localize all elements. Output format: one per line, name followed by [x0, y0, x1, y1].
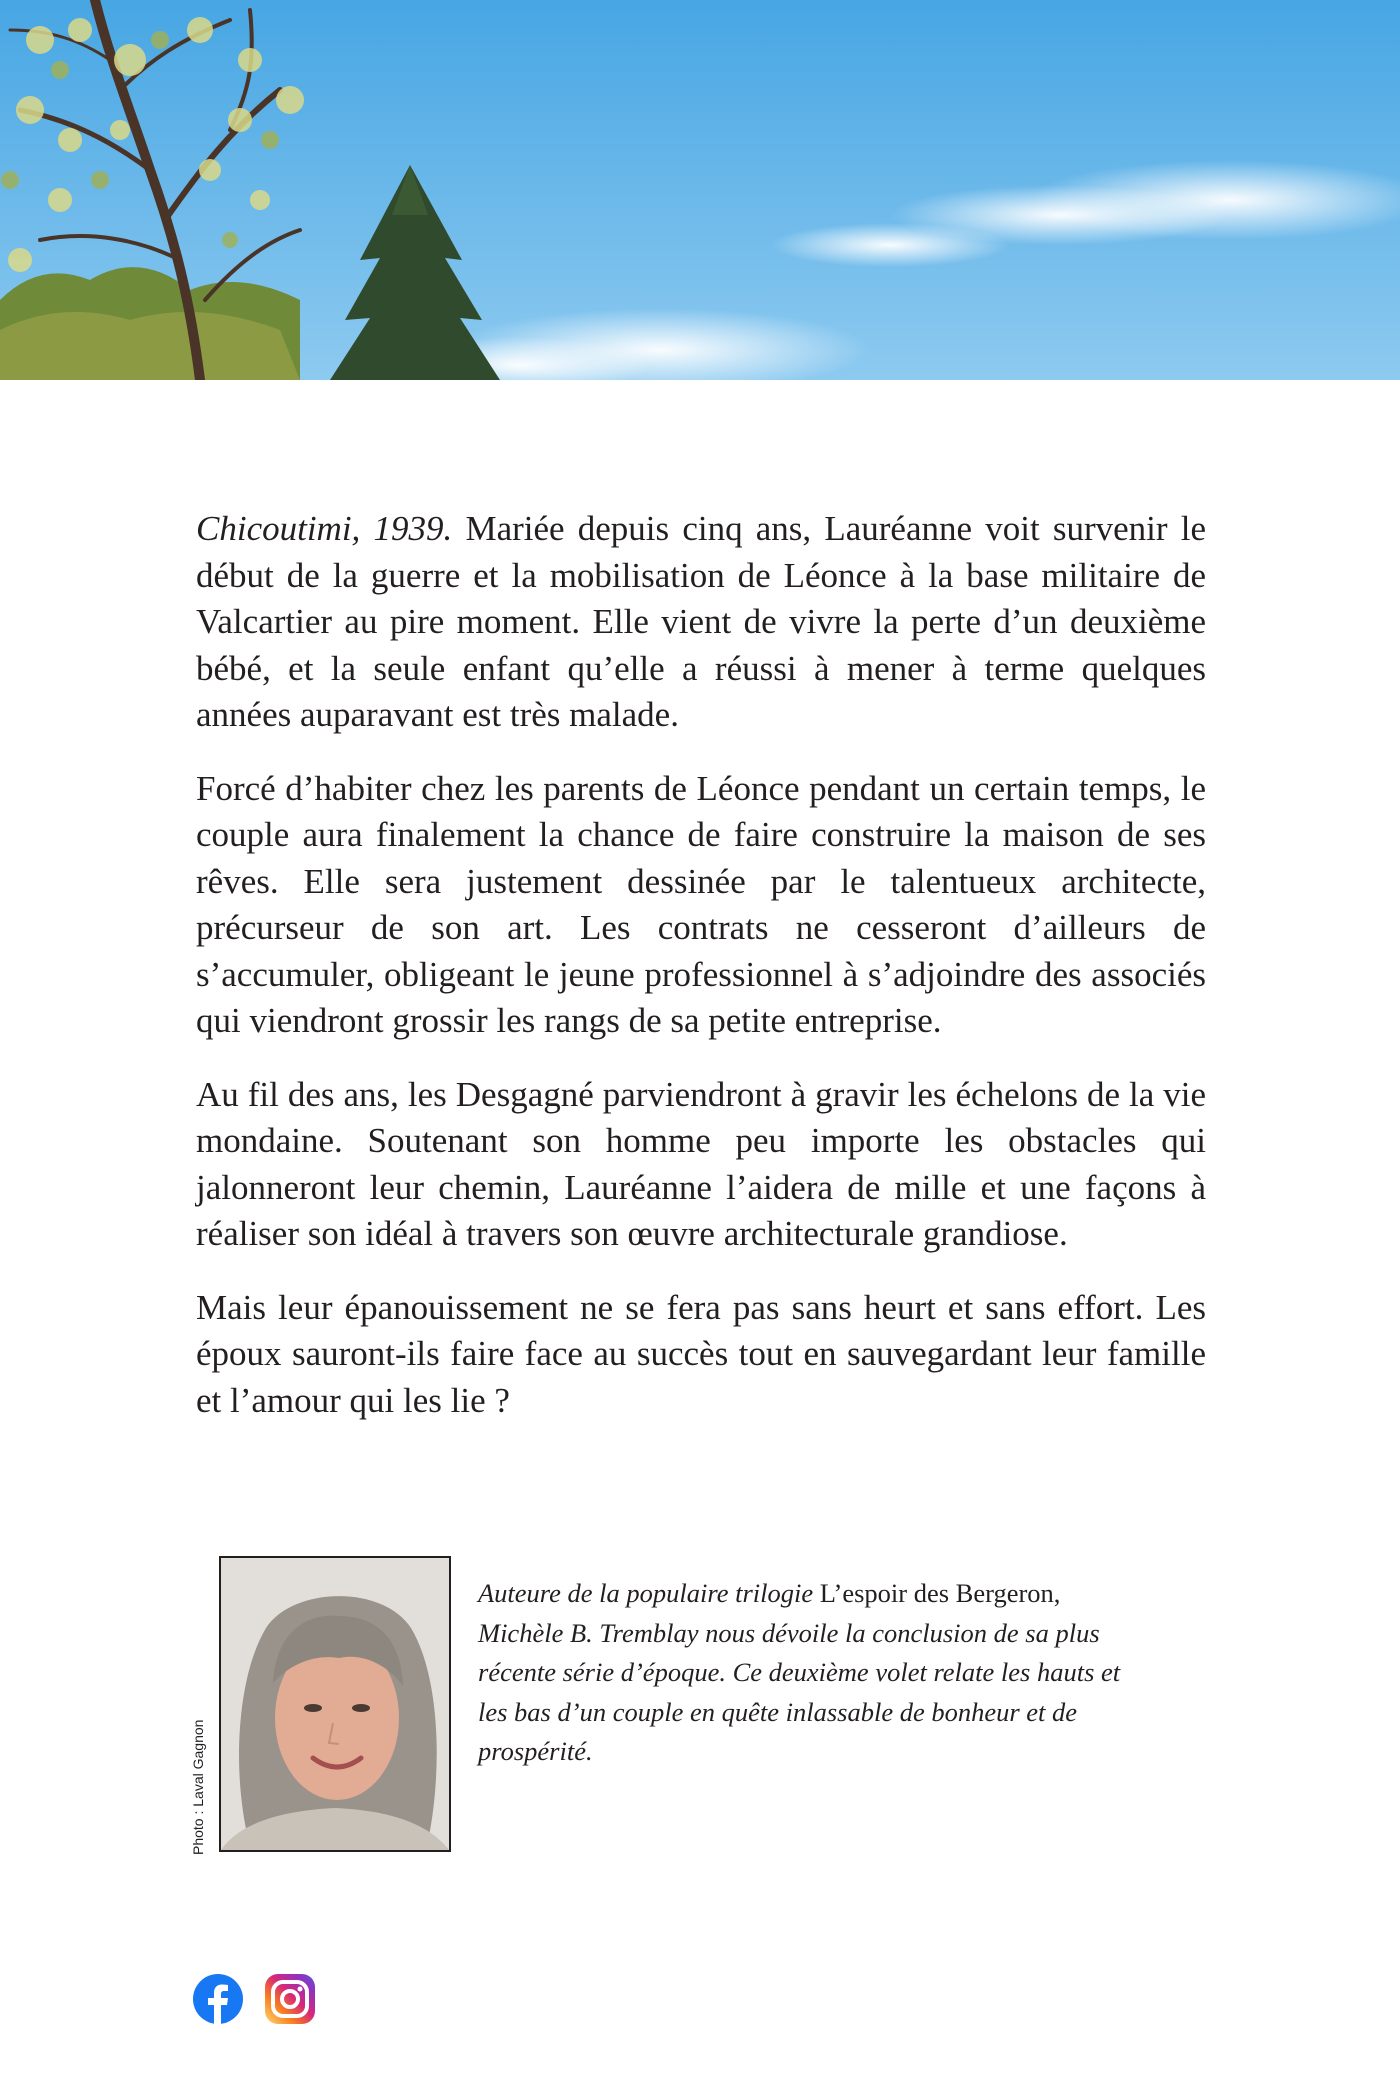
back-cover-summary — [196, 506, 1206, 1424]
summary-paragraph-1 — [196, 506, 1206, 739]
author-photo — [219, 1556, 451, 1852]
author-bio — [478, 1574, 1138, 1772]
instagram-icon[interactable] — [264, 1973, 316, 2025]
author-portrait — [221, 1558, 449, 1850]
sky-tree-painting — [0, 0, 1400, 380]
photo-credit: Photo : Laval Gagnon — [190, 1719, 206, 1855]
summary-paragraph-2: Forcé d’habiter chez les parents de Léonce pendant un certain temps, le couple aura finalement la chance de faire construire la maison de ses rêves. Elle sera justement dessinée par le talentueux architecte, précurseur de son art. Les contrats ne cesseront d’ailleurs de s’accumuler, obligeant le jeune professionnel à s’adjoindre des associés qui viendront grossir les rangs de sa petite entreprise. — [196, 768, 1206, 1040]
cover-painting-banner — [0, 0, 1400, 380]
social-links — [192, 1973, 316, 2025]
author-bio-intro: Auteure de la populaire trilogie — [478, 1578, 820, 1608]
summary-paragraph-3: Au fil des ans, les Desgagné parviendront à gravir les échelons de la vie mondaine. Soutenant son homme peu importe les obstacles qui jalonneront leur chemin, Lauréanne l’aidera de mille et une façons à réaliser son idéal à travers son œuvre architecturale grandiose. — [196, 1074, 1206, 1253]
facebook-icon[interactable] — [192, 1973, 244, 2025]
author-bio-text: Michèle B. Tremblay nous dévoile la conclusion de sa plus récente série d’époque. Ce deuxième volet relate les hauts et les bas d’un couple en quête inlassable de bonheur et de prospérité. — [478, 1617, 1121, 1766]
summary-paragraph-1-text: Mariée depuis cinq ans, Lauréanne voit survenir le début de la guerre et la mobilisation de Léonce à la base militaire de Valcartier au pire moment. Elle vient de vivre la perte d’un deuxième bébé, et la seule enfant qu’elle a réussi à mener à terme quelques années auparavant est très malade. — [196, 509, 1207, 734]
summary-place-date: Chicoutimi, 1939. — [196, 509, 453, 548]
summary-paragraph-4: Mais leur épanouissement ne se fera pas sans heurt et sans effort. Les époux sauront-ils faire face au succès tout en sauvegardant leur famille et l’amour qui les lie ? — [196, 1287, 1206, 1420]
series-title: L’espoir des Bergeron, — [819, 1578, 1061, 1608]
